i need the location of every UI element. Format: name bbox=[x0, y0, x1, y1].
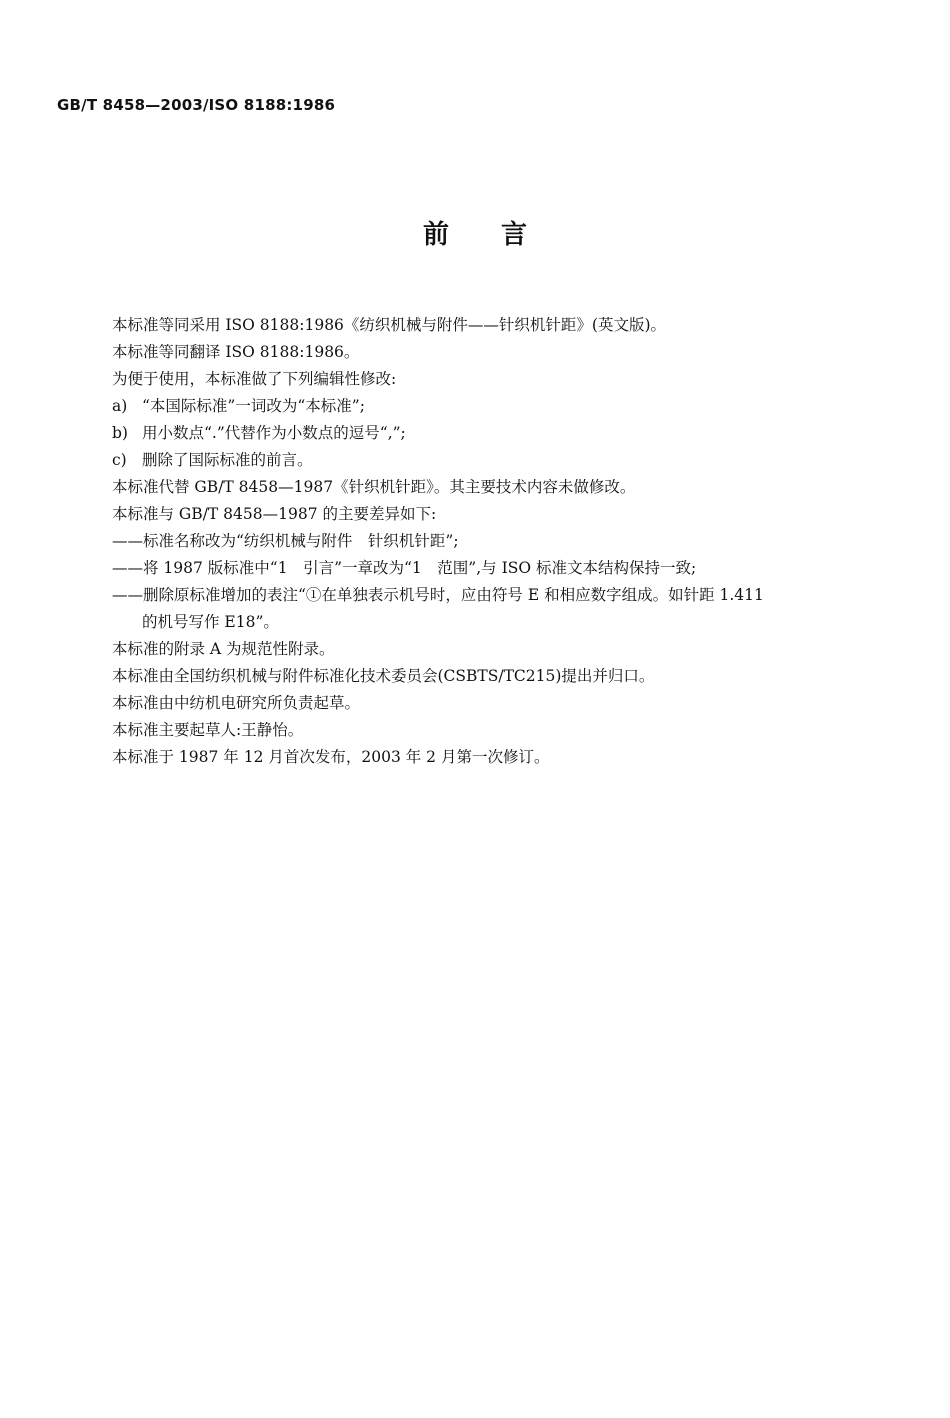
standard-number-header: GB/T 8458—2003/ISO 8188:1986 bbox=[57, 96, 336, 114]
edit-item bbox=[112, 393, 902, 420]
paragraph-history: 本标准于 1987 年 12 月首次发布，2003 年 2 月第一次修订。 bbox=[112, 748, 550, 766]
edit-item-text: 用小数点“.”代替作为小数点的逗号“,”; bbox=[142, 424, 406, 442]
edit-item bbox=[112, 420, 902, 447]
edit-item-marker: a) bbox=[112, 397, 128, 415]
paragraph-drafter-org: 本标准由中纺机电研究所负责起草。 bbox=[112, 694, 361, 712]
difference-item: ——标准名称改为“纺织机械与附件 针织机针距”; bbox=[112, 532, 459, 550]
paragraph-annex: 本标准的附录 A 为规范性附录。 bbox=[112, 640, 335, 658]
page-title: 前言 bbox=[422, 220, 579, 250]
difference-item: ——删除原标准增加的表注“①在单独表示机号时，应由符号 E 和相应数字组成。如针距 1.411 bbox=[112, 586, 764, 604]
paragraph-replacement: 本标准代替 GB/T 8458—1987《针织机针距》。其主要技术内容未做修改。 bbox=[112, 478, 636, 496]
difference-item: ——将 1987 版标准中“1 引言”一章改为“1 范围”,与 ISO 标准文本结构保持一致; bbox=[112, 559, 697, 577]
paragraph-differences-intro: 本标准与 GB/T 8458—1987 的主要差异如下: bbox=[112, 505, 437, 523]
edit-item-marker: c) bbox=[112, 451, 127, 469]
edit-item-text: “本国际标准”一词改为“本标准”; bbox=[142, 397, 365, 415]
edit-item-text: 删除了国际标准的前言。 bbox=[142, 451, 313, 469]
paragraph-adoption: 本标准等同采用 ISO 8188:1986《纺织机械与附件——针织机针距》(英文版)。 bbox=[112, 316, 667, 334]
edit-item bbox=[112, 447, 902, 474]
paragraph-drafter: 本标准主要起草人:王静怡。 bbox=[112, 721, 304, 739]
paragraph-translation: 本标准等同翻译 ISO 8188:1986。 bbox=[112, 343, 360, 361]
paragraph-edits-intro: 为便于使用，本标准做了下列编辑性修改: bbox=[112, 370, 397, 388]
paragraph-proposer: 本标准由全国纺织机械与附件标准化技术委员会(CSBTS/TC215)提出并归口。 bbox=[112, 667, 655, 685]
edit-item-marker: b) bbox=[112, 424, 128, 442]
foreword-body bbox=[112, 312, 902, 771]
difference-item-continuation: 的机号写作 E18”。 bbox=[142, 613, 279, 631]
